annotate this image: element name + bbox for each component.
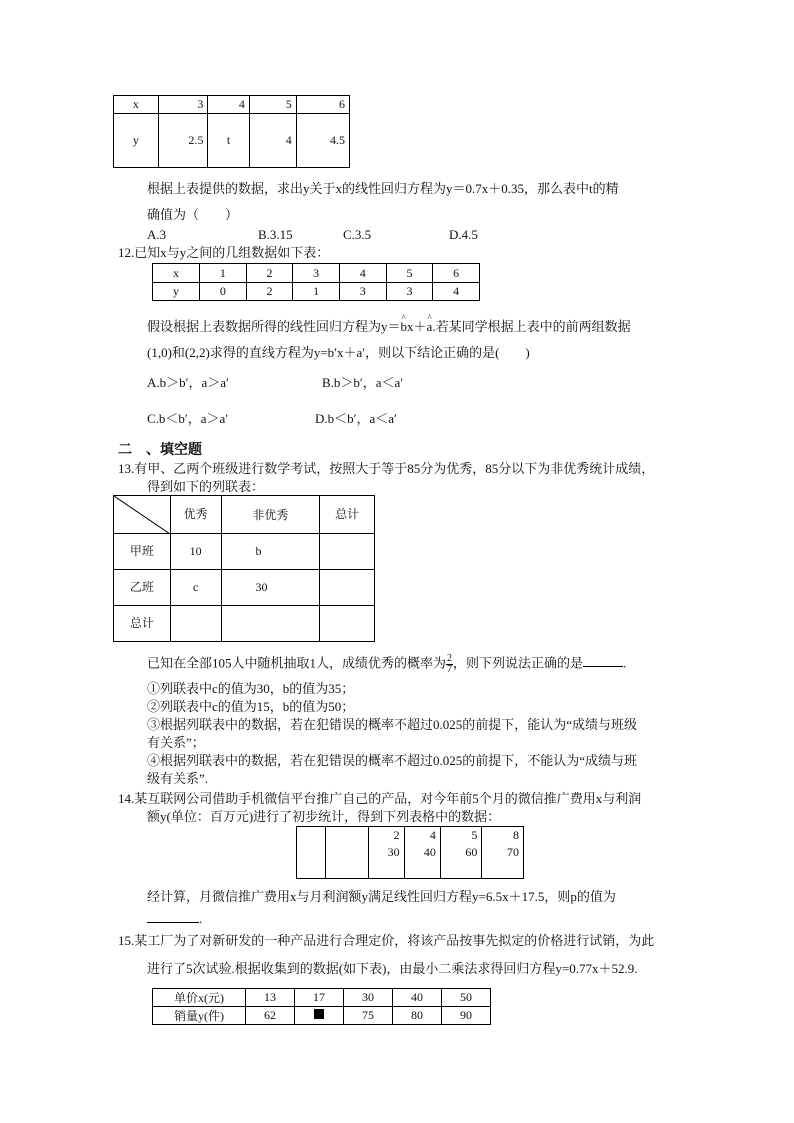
table-cell: 2 bbox=[246, 283, 293, 301]
table-cell bbox=[369, 827, 405, 879]
q14-conclusion bbox=[147, 888, 616, 906]
table-cell: 62 bbox=[246, 1007, 295, 1025]
table-cell: 30 bbox=[221, 570, 320, 606]
column-header-total: 总计 bbox=[320, 496, 375, 534]
q14-data-table bbox=[296, 826, 524, 879]
table-cell: 6 bbox=[296, 96, 349, 114]
table-cell: 2.5 bbox=[158, 114, 208, 168]
table-cell bbox=[404, 827, 440, 879]
q15-stem-line2 bbox=[147, 960, 638, 978]
q15-stem-b: =0.77x＋52.9. bbox=[561, 961, 638, 976]
q11-stem-line2: 确值为（ ） bbox=[147, 207, 239, 222]
q12-stem-a: 假设根据上表数据所得的线性回归方程为y＝ bbox=[147, 319, 401, 334]
q15-stem-a: 进行了5次试验.根据收集到的数据(如下表)，由最小二乘法求得回归方程y bbox=[147, 961, 562, 976]
q11-data-table bbox=[113, 95, 350, 168]
table-cell: 13 bbox=[246, 989, 295, 1007]
table-cell: 10 bbox=[170, 534, 221, 570]
q11-stem-a: 根据上表提供的数据，求出y关于x的线性回归方程为y bbox=[147, 181, 453, 196]
table-cell: 6 bbox=[433, 264, 480, 283]
table-cell bbox=[221, 606, 320, 642]
column-header-excellent: 优秀 bbox=[170, 496, 221, 534]
q13-probability-line: 已知在全部105人中随机抽取1人，成绩优秀的概率为 $\frac{2}{7}$ ，则下列说法正确的是 . bbox=[147, 653, 627, 675]
table-cell: 4 bbox=[433, 283, 480, 301]
q11-stem-b: ＝0.7x＋0.35，那么表中t的精 bbox=[452, 181, 619, 196]
table-cell: b bbox=[221, 534, 320, 570]
answer-blank[interactable] bbox=[583, 654, 623, 667]
table-x-label: x bbox=[153, 264, 200, 283]
table-cell bbox=[482, 827, 524, 879]
table-cell: 50 bbox=[442, 989, 491, 1007]
row-label-jia: 甲班 bbox=[114, 534, 171, 570]
table-cell: 75 bbox=[344, 1007, 393, 1025]
table-cell bbox=[320, 570, 375, 606]
table-cell bbox=[170, 606, 221, 642]
q11-option-d[interactable]: D.4.5 bbox=[449, 227, 478, 242]
table-cell: t bbox=[208, 114, 250, 168]
cell-top: 2 bbox=[393, 828, 400, 842]
q11-option-b[interactable]: B.3.15 bbox=[258, 227, 293, 242]
table-cell bbox=[320, 534, 375, 570]
row-label-total: 总计 bbox=[114, 606, 171, 642]
table-cell: 2 bbox=[246, 264, 293, 283]
q11-stem bbox=[147, 180, 619, 198]
q13-contingency-table bbox=[113, 495, 375, 642]
table-cell: 0 bbox=[200, 283, 247, 301]
q11-option-c[interactable]: C.3.5 bbox=[343, 227, 372, 242]
table-cell: 4 bbox=[208, 96, 250, 114]
q15-data-table bbox=[152, 988, 491, 1025]
q13-prob-b: ，则下列说法正确的是 bbox=[453, 655, 584, 671]
cell-bottom: 60 bbox=[465, 845, 478, 859]
diagonal-header-cell bbox=[114, 496, 171, 534]
table-cell: 17 bbox=[295, 989, 344, 1007]
q12-option-c[interactable]: C.b＜b′，a＞a′ bbox=[147, 411, 229, 426]
table-cell bbox=[320, 606, 375, 642]
cell-top: 8 bbox=[513, 828, 519, 842]
table-x-label: x bbox=[114, 96, 159, 114]
table-cell: 3 bbox=[339, 283, 386, 301]
cell-bottom: 70 bbox=[507, 845, 519, 859]
q12-b-hat: ^ b bbox=[401, 318, 408, 336]
fraction-denominator: 7 bbox=[447, 664, 453, 675]
q13-statement-1: ①列联表中c的值为30，b的值为35； bbox=[147, 681, 355, 696]
q11-option-a[interactable]: A.3 bbox=[147, 227, 167, 242]
q13-prob-a: 已知在全部105人中随机抽取1人，成绩优秀的概率为 bbox=[147, 655, 447, 671]
table-cell: 5 bbox=[249, 96, 296, 114]
q14-stem-line2: 额y(单位：百万元)进行了初步统计，得到下列表格中的数据： bbox=[147, 809, 501, 824]
ink-blot-icon bbox=[314, 1009, 324, 1019]
table-cell: 90 bbox=[442, 1007, 491, 1025]
table-cell: 30 bbox=[344, 989, 393, 1007]
diagonal-line bbox=[114, 496, 170, 534]
q13-stem-line2: 得到如下的列联表： bbox=[147, 479, 265, 494]
table-cell: 1 bbox=[200, 264, 247, 283]
table-cell: 4 bbox=[339, 264, 386, 283]
q12-stem bbox=[147, 318, 631, 336]
q13-statement-3-cont: 有关系”； bbox=[147, 735, 205, 750]
row-label-sales: 销量y(件) bbox=[153, 1007, 246, 1025]
q13-stem: 13.有甲、乙两个班级进行数学考试，按照大于等于85分为优秀，85分以下为非优秀统计成绩， bbox=[118, 461, 655, 476]
q12-stem-e: .若某同学根据上表中的前两组数据 bbox=[432, 319, 631, 334]
column-header-nonexcellent: 非优秀 bbox=[221, 496, 320, 534]
row-label-yi: 乙班 bbox=[114, 570, 171, 606]
table-cell: 4 bbox=[249, 114, 296, 168]
table-y-label: y bbox=[153, 283, 200, 301]
table-cell: 4.5 bbox=[296, 114, 349, 168]
q13-statement-2: ②列联表中c的值为15，b的值为50； bbox=[147, 699, 355, 714]
q14-stem: 14.某互联网公司借助手机微信平台推广自己的产品，对今年前5个月的微信推广费用x与利润 bbox=[118, 791, 642, 806]
fraction-numerator: 2 bbox=[447, 653, 453, 664]
section-title: 二 、填空题 bbox=[118, 441, 202, 457]
q12-option-b[interactable]: B.b＞b′，a＜a′ bbox=[322, 375, 404, 390]
q13-statement-4-cont: 级有关系”. bbox=[147, 771, 209, 786]
q12-data-table bbox=[152, 263, 480, 301]
q12-title: 12.已知x与y之间的几组数据如下表： bbox=[118, 245, 330, 260]
q12-option-d[interactable]: D.b＜b′，a＜a′ bbox=[315, 411, 397, 426]
obscured-cell bbox=[295, 1007, 344, 1025]
table-cell: 3 bbox=[293, 264, 340, 283]
table-cell: 80 bbox=[393, 1007, 442, 1025]
table-cell: 1 bbox=[293, 283, 340, 301]
answer-blank[interactable] bbox=[147, 910, 199, 923]
table-cell bbox=[297, 827, 326, 879]
table-cell: 3 bbox=[158, 96, 208, 114]
q14-conclusion-b: =6.5x＋17.5，则p的值为 bbox=[478, 889, 616, 904]
q15-stem: 15.某工厂为了对新研发的一种产品进行合理定价，将该产品按事先拟定的价格进行试销，为此 bbox=[118, 933, 655, 948]
q14-conclusion-a: 经计算，月微信推广费用x与月利润额y满足线性回归方程y bbox=[147, 889, 479, 904]
q12-stem-line2: (1,0)和(2,2)求得的直线方程为y=b′x＋a′，则以下结论正确的是( ) bbox=[147, 345, 530, 360]
q12-option-a[interactable]: A.b＞b′，a＞a′ bbox=[147, 375, 229, 390]
fraction bbox=[446, 654, 453, 675]
cell-bottom: 40 bbox=[423, 845, 436, 859]
table-cell: 40 bbox=[393, 989, 442, 1007]
q12-stem-c: x＋ bbox=[407, 319, 427, 334]
q12-a-hat: ^ a bbox=[427, 318, 433, 336]
cell-bottom: 30 bbox=[387, 845, 400, 859]
row-label-price: 单价x(元) bbox=[153, 989, 246, 1007]
table-y-label: y bbox=[114, 114, 159, 168]
table-cell bbox=[440, 827, 482, 879]
table-cell: 5 bbox=[386, 264, 433, 283]
table-cell: c bbox=[170, 570, 221, 606]
table-cell: 3 bbox=[386, 283, 433, 301]
q14-answer-line: . bbox=[147, 910, 202, 928]
q13-statement-4: ④根据列联表中的数据，若在犯错误的概率不超过0.025的前提下，不能认为“成绩与班 bbox=[147, 753, 638, 768]
q13-statement-3: ③根据列联表中的数据，若在犯错误的概率不超过0.025的前提下，能认为“成绩与班级 bbox=[147, 717, 638, 732]
table-cell bbox=[326, 827, 369, 879]
cell-top: 5 bbox=[471, 828, 478, 842]
cell-top: 4 bbox=[429, 828, 436, 842]
